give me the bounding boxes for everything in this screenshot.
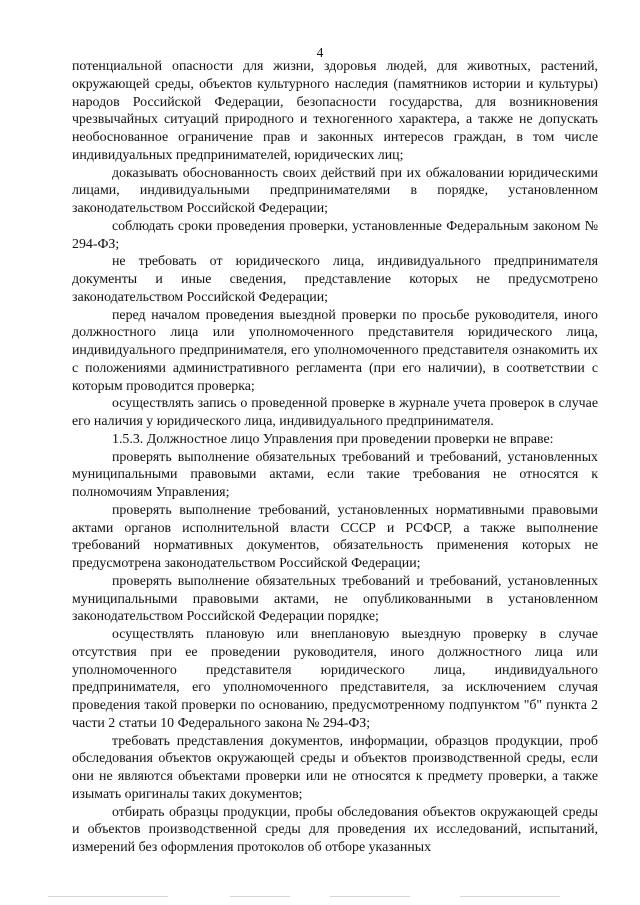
- paragraph: требовать представления документов, информации, образцов продукции, проб обследования объектов окружающей среды и объектов производственной среды, если они не являются объектами проверки или не относятся к предмету проверки, а также изымать оригиналы таких документов;: [72, 733, 598, 802]
- paragraph: доказывать обоснованность своих действий при их обжаловании юридическими лицами, индивидуальными предпринимателями в порядке, установленном законодательством Российской Федерации;: [72, 165, 598, 216]
- paragraph: проверять выполнение обязательных требований и требований, установленных муниципальными правовыми актами, не опубликованными в установленном законодательством Российской Федерации порядке;: [72, 573, 598, 625]
- paragraph: отбирать образцы продукции, пробы обследования объектов окружающей среды и объектов производственной среды для проведения их исследований, испытаний, измерений без оформления протоколов об отборе указанных: [72, 804, 598, 855]
- paragraph: не требовать от юридического лица, индивидуального предпринимателя документы и иные сведения, представление которых не предусмотрено законодательством Российской Федерации;: [72, 254, 598, 305]
- paragraph-continuation: потенциальной опасности для жизни, здоровья людей, для животных, растений, окружающей среды, объектов культурного наследия (памятников истории и культуры) народов Российской Федерации, безопасности государства, для возникновения чрезвычайных ситуаций природного и техногенного характера, а также не допускать необоснованное ограничение прав и законных интересов граждан, в том числе индивидуальных предпринимателей, юридических лиц;: [72, 59, 598, 163]
- section-heading: 1.5.3. Должностное лицо Управления при проведении проверки не вправе:: [112, 431, 554, 447]
- paragraph: проверять выполнение обязательных требований и требований, установленных муниципальными правовыми актами, если такие требования не относятся к полномочиям Управления;: [72, 449, 598, 500]
- scan-artifact: [0, 896, 640, 899]
- paragraph: осуществлять запись о проведенной проверке в журнале учета проверок в случае его наличия у юридического лица, индивидуального предпринимателя.: [72, 396, 598, 429]
- paragraph: соблюдать сроки проведения проверки, установленные Федеральным законом № 294-ФЗ;: [72, 218, 598, 252]
- paragraph: проверять выполнение требований, установленных нормативными правовыми актами органов исполнительной власти СССР и РСФСР, а также выполнение требований нормативных документов, обязательность применения которых не предусмотрена законодательством Российской Федерации;: [72, 502, 598, 571]
- page-number: 4: [316, 45, 324, 60]
- paragraph: осуществлять плановую или внеплановую выездную проверку в случае отсутствия при ее проведении руководителя, иного должностного лица или уполномоченного представителя юридического лица, индивидуального предпринимателя, его уполномоченного представителя, за исключением случая проведения такой проверки по основанию, предусмотренному подпунктом "б" пункта 2 части 2 статьи 10 Федерального закона № 294-ФЗ;: [72, 627, 598, 731]
- document-body: [72, 58, 598, 857]
- paragraph: перед началом проведения выездной проверки по просьбе руководителя, иного должностного лица или уполномоченного представителя юридического лица, индивидуального предпринимателя, его уполномоченного представителя ознакомить их с положениями административного регламента (при его наличии), в соответствии с которым проводится проверка;: [72, 307, 598, 394]
